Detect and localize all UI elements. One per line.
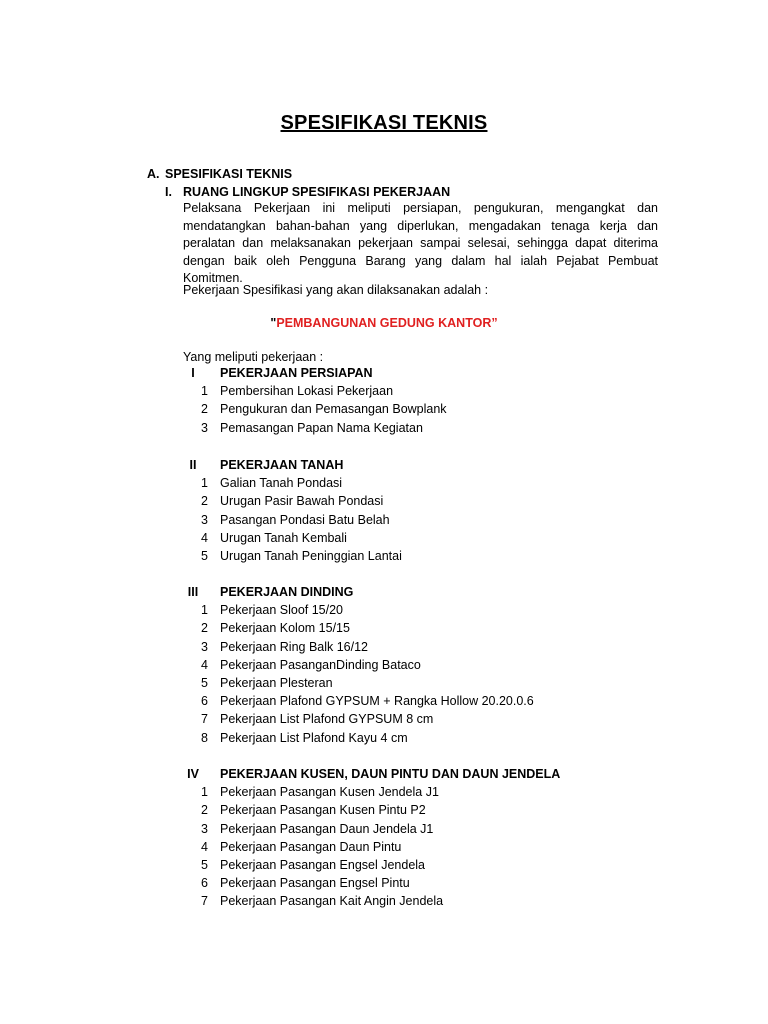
list-item	[0, 511, 768, 529]
section-title: PEKERJAAN TANAH	[220, 458, 344, 472]
heading-i-text: RUANG LINGKUP SPESIFIKASI PEKERJAAN	[183, 185, 451, 199]
list-item	[0, 801, 768, 819]
item-number: 5	[201, 675, 208, 690]
item-number: 5	[201, 857, 208, 872]
item-number: 4	[201, 530, 208, 545]
section-header	[0, 456, 768, 474]
item-text: Pekerjaan Pasangan Kusen Pintu P2	[220, 803, 426, 818]
item-text: Pekerjaan List Plafond GYPSUM 8 cm	[220, 712, 434, 727]
list-item	[0, 692, 768, 710]
item-number: 7	[201, 712, 208, 727]
list-item	[0, 729, 768, 747]
item-number: 7	[201, 894, 208, 909]
item-number: 4	[201, 839, 208, 854]
list-item	[0, 419, 768, 437]
item-number: 8	[201, 730, 208, 745]
item-text: Pekerjaan List Plafond Kayu 4 cm	[220, 730, 408, 745]
item-number: 3	[201, 420, 208, 435]
item-text: Pekerjaan Pasangan Engsel Pintu	[220, 876, 410, 891]
item-number: 2	[201, 494, 208, 509]
work-section-ii	[0, 456, 768, 565]
list-item	[0, 638, 768, 656]
list-item	[0, 601, 768, 619]
item-text: Pekerjaan Sloof 15/20	[220, 603, 344, 618]
intro-paragraph: Pelaksana Pekerjaan ini meliputi persiapan, pengukuran, mengangkat dan mendatangkan bahan-bahan yang diperlukan, mengadakan tenaga kerja dan peralatan dan melaksanakan pekerjaan sampai selesai, sehingga dapat diterima dengan baik oleh Pengguna Barang yang dalam hal ialah Pejabat Pembuat Komitmen.	[183, 201, 658, 286]
list-item	[0, 892, 768, 910]
item-number: 1	[201, 785, 208, 800]
item-text: Pengukuran dan Pemasangan Bowplank	[220, 402, 447, 417]
section-roman: III	[187, 585, 199, 599]
item-text: Pekerjaan Plesteran	[220, 675, 333, 690]
item-text: Galian Tanah Pondasi	[220, 476, 343, 491]
work-section-iv	[0, 765, 768, 911]
item-number: 2	[201, 621, 208, 636]
list-item	[0, 710, 768, 728]
section-header	[0, 765, 768, 783]
list-item	[0, 674, 768, 692]
item-text: Pekerjaan Kolom 15/15	[220, 621, 350, 636]
item-text: Pembersihan Lokasi Pekerjaan	[220, 384, 394, 399]
list-item	[0, 492, 768, 510]
project-name	[0, 314, 768, 332]
heading-i-marker: I.	[165, 185, 172, 199]
item-text: Pekerjaan Pasangan Kait Angin Jendela	[220, 894, 444, 909]
list-item	[0, 382, 768, 400]
item-text: Pekerjaan Pasangan Daun Jendela J1	[220, 821, 434, 836]
item-number: 5	[201, 548, 208, 563]
item-number: 6	[201, 694, 208, 709]
item-text: Pekerjaan PasanganDinding Bataco	[220, 657, 421, 672]
list-item	[0, 874, 768, 892]
list-item	[0, 656, 768, 674]
section-roman: II	[189, 458, 197, 472]
item-number: 6	[201, 876, 208, 891]
scope-intro: Yang meliputi pekerjaan :	[183, 350, 324, 364]
item-text: Pekerjaan Plafond GYPSUM + Rangka Hollow 20.20.0.6	[220, 694, 534, 709]
list-item	[0, 619, 768, 637]
lead-sentence: Pekerjaan Spesifikasi yang akan dilaksanakan adalah :	[183, 283, 489, 297]
list-item	[0, 547, 768, 565]
heading-a-marker: A.	[147, 167, 160, 181]
item-text: Pemasangan Papan Nama Kegiatan	[220, 420, 423, 435]
item-text: Urugan Tanah Peninggian Lantai	[220, 548, 402, 563]
item-number: 1	[201, 603, 208, 618]
heading-a-text: SPESIFIKASI TEKNIS	[165, 167, 293, 181]
item-number: 2	[201, 803, 208, 818]
item-text: Urugan Tanah Kembali	[220, 530, 347, 545]
section-title: PEKERJAAN KUSEN, DAUN PINTU DAN DAUN JENDELA	[220, 767, 561, 781]
section-title: PEKERJAAN PERSIAPAN	[220, 366, 373, 380]
item-number: 3	[201, 512, 208, 527]
list-item	[0, 838, 768, 856]
item-number: 3	[201, 639, 208, 654]
section-header	[0, 583, 768, 601]
item-text: Urugan Pasir Bawah Pondasi	[220, 494, 384, 509]
project-name-close-quote: ”	[491, 316, 498, 330]
item-text: Pasangan Pondasi Batu Belah	[220, 512, 390, 527]
item-number: 1	[201, 476, 208, 491]
project-name-text: PEMBANGUNAN GEDUNG KANTOR	[276, 316, 492, 330]
list-item	[0, 529, 768, 547]
work-section-iii	[0, 583, 768, 747]
list-item	[0, 474, 768, 492]
section-roman: IV	[187, 767, 199, 781]
section-roman: I	[191, 366, 195, 380]
list-item	[0, 783, 768, 801]
item-text: Pekerjaan Ring Balk 16/12	[220, 639, 369, 654]
list-item	[0, 856, 768, 874]
item-number: 2	[201, 402, 208, 417]
document-title: SPESIFIKASI TEKNIS	[280, 112, 488, 134]
section-title: PEKERJAAN DINDING	[220, 585, 354, 599]
item-text: Pekerjaan Pasangan Daun Pintu	[220, 839, 402, 854]
item-text: Pekerjaan Pasangan Kusen Jendela J1	[220, 785, 439, 800]
list-item	[0, 400, 768, 418]
item-number: 4	[201, 657, 208, 672]
work-section-i	[0, 364, 768, 437]
project-name-open-quote: "	[270, 316, 277, 330]
item-number: 3	[201, 821, 208, 836]
section-header	[0, 364, 768, 382]
item-text: Pekerjaan Pasangan Engsel Jendela	[220, 857, 426, 872]
item-number: 1	[201, 384, 208, 399]
list-item	[0, 820, 768, 838]
